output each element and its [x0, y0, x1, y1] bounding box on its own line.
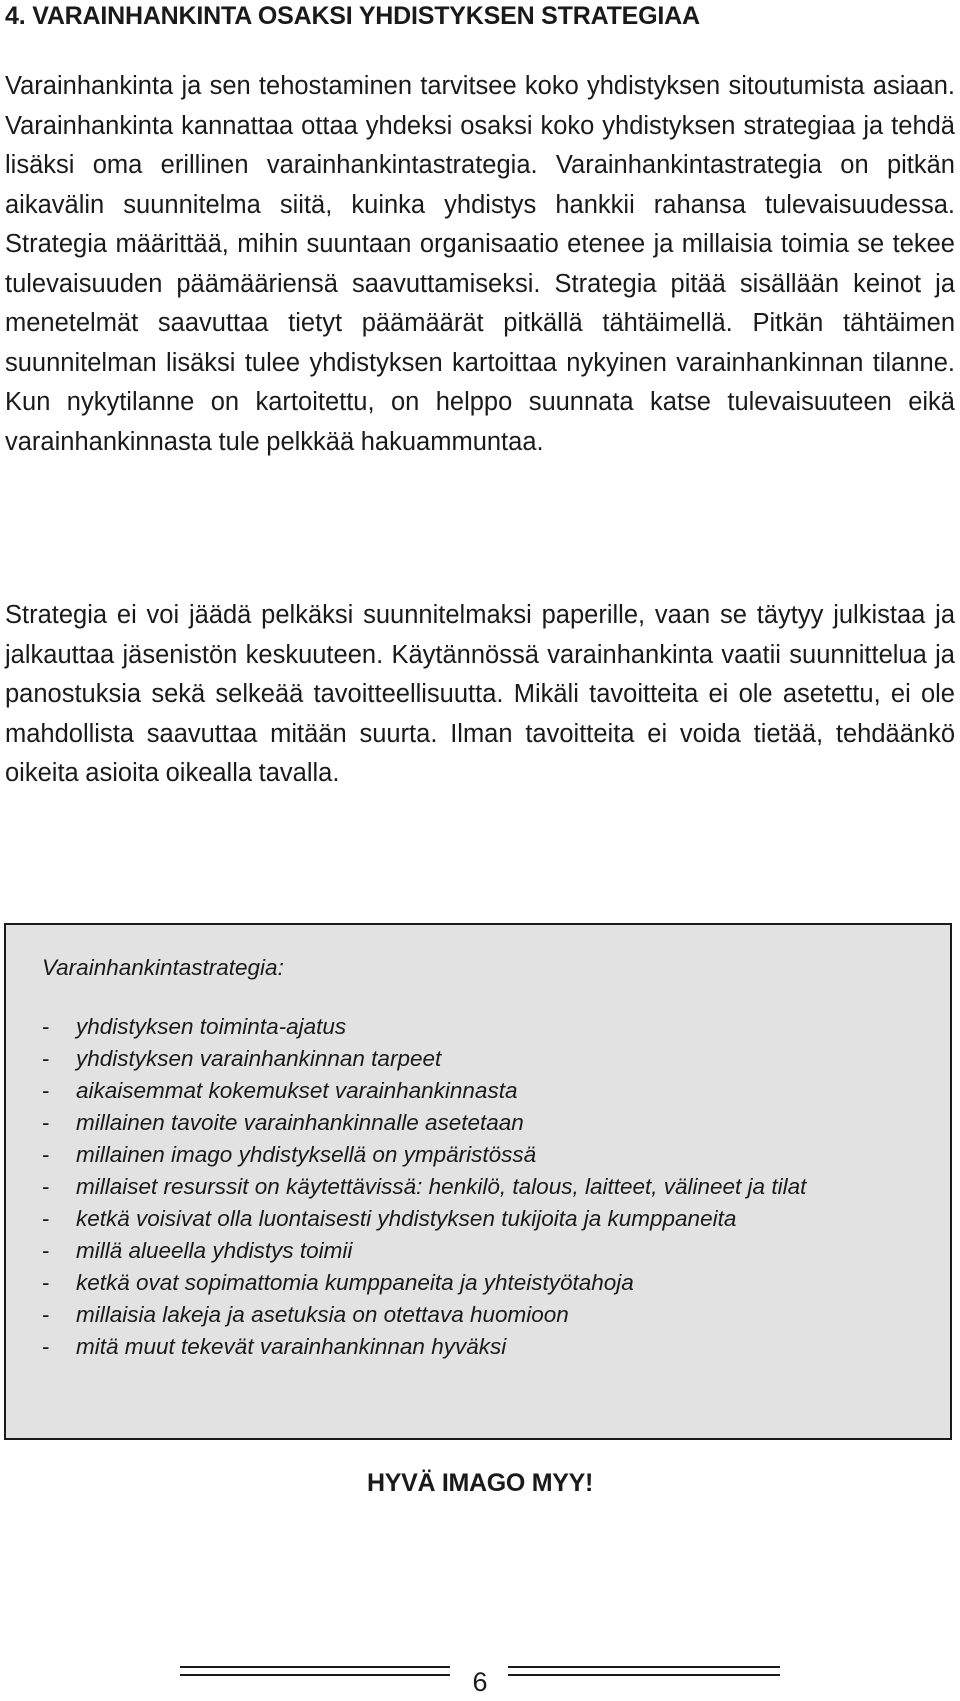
list-item — [34, 1203, 914, 1235]
list-dash: - — [42, 1238, 50, 1263]
list-dash: - — [42, 1206, 50, 1231]
footer-rule-left-bottom — [180, 1674, 450, 1676]
list-dash: - — [42, 1302, 50, 1327]
list-item — [34, 1139, 914, 1171]
page-number: 6 — [472, 1667, 488, 1697]
list-item — [34, 1043, 914, 1075]
list-item-text: mitä muut tekevät varainhankinnan hyväksi — [76, 1334, 507, 1359]
list-item-text: millaisia lakeja ja asetuksia on otettava huomioon — [76, 1302, 569, 1327]
strategy-box-title: Varainhankintastrategia: — [42, 955, 284, 980]
list-item-text: aikaisemmat kokemukset varainhankinnasta — [76, 1078, 518, 1103]
list-item-text: millä alueella yhdistys toimii — [76, 1238, 353, 1263]
slogan: HYVÄ IMAGO MYY! — [366, 1469, 594, 1497]
list-dash: - — [42, 1014, 50, 1039]
list-item-text: millainen tavoite varainhankinnalle asetetaan — [76, 1110, 524, 1135]
list-item — [34, 1171, 914, 1203]
list-item — [34, 1011, 914, 1043]
footer-rule-left-top — [180, 1666, 450, 1668]
list-item — [34, 1107, 914, 1139]
list-dash: - — [42, 1174, 50, 1199]
list-dash: - — [42, 1270, 50, 1295]
list-item-text: ketkä ovat sopimattomia kumppaneita ja yhteistyötahoja — [76, 1270, 634, 1295]
list-item-text: yhdistyksen toiminta-ajatus — [76, 1014, 347, 1039]
list-item-text: ketkä voisivat olla luontaisesti yhdistyksen tukijoita ja kumppaneita — [76, 1206, 737, 1231]
list-item — [34, 1299, 914, 1331]
footer-rule-right-bottom — [508, 1674, 780, 1676]
body-paragraph-2: Strategia ei voi jäädä pelkäksi suunnitelmaksi paperille, vaan se täytyy julkistaa ja jalkauttaa jäsenistön keskuuteen. Käytännössä varainhankinta vaatii suunnittelua ja panostuksia sekä selkeää tavoitteellisuutta. Mikäli tavoitteita ei ole asetettu, ei ole mahdollista saavuttaa mitään suurta. Ilman tavoitteita ei voida tietää, tehdäänkö oikeita asioita oikealla tavalla. — [5, 601, 955, 787]
list-item-text: yhdistyksen varainhankinnan tarpeet — [76, 1046, 442, 1071]
list-dash: - — [42, 1142, 50, 1167]
body-paragraph-1: Varainhankinta ja sen tehostaminen tarvitsee koko yhdistyksen sitoutumista asiaan. Varainhankinta kannattaa ottaa yhdeksi osaksi koko yhdistyksen strategiaa ja tehdä lisäksi oma erillinen varainhankintastrategia. Varainhankintastrategia on pitkän aikavälin suunnitelma siitä, kuinka yhdistys hankkii rahansa tulevaisuudessa. Strategia määrittää, mihin suuntaan organisaatio etenee ja millaisia toimia se tekee tulevaisuuden päämääriensä saavuttamiseksi. Strategia pitää sisällään keinot ja menetelmät saavuttaa tietyt päämäärät pitkällä tähtäimellä. Pitkän tähtäimen suunnitelman lisäksi tulee yhdistyksen kartoittaa nykyinen varainhankinnan tilanne. Kun nykytilanne on kartoitettu, on helppo suunnata katse tulevaisuuteen eikä varainhankinnasta tule pelkkää hakuammuntaa. — [5, 72, 955, 456]
list-dash: - — [42, 1078, 50, 1103]
footer-rule-right-top — [508, 1666, 780, 1668]
list-item-text: millainen imago yhdistyksellä on ympäristössä — [76, 1142, 537, 1167]
list-dash: - — [42, 1110, 50, 1135]
list-dash: - — [42, 1046, 50, 1071]
list-item — [34, 1075, 914, 1107]
section-heading: 4. VARAINHANKINTA OSAKSI YHDISTYKSEN STRATEGIAA — [5, 2, 700, 30]
list-item — [34, 1331, 914, 1363]
strategy-box — [4, 923, 952, 1440]
list-dash: - — [42, 1334, 50, 1359]
list-item-text: millaiset resurssit on käytettävissä: henkilö, talous, laitteet, välineet ja tilat — [76, 1174, 807, 1199]
list-item — [34, 1267, 914, 1299]
strategy-list — [34, 1011, 914, 1363]
list-item — [34, 1235, 914, 1267]
